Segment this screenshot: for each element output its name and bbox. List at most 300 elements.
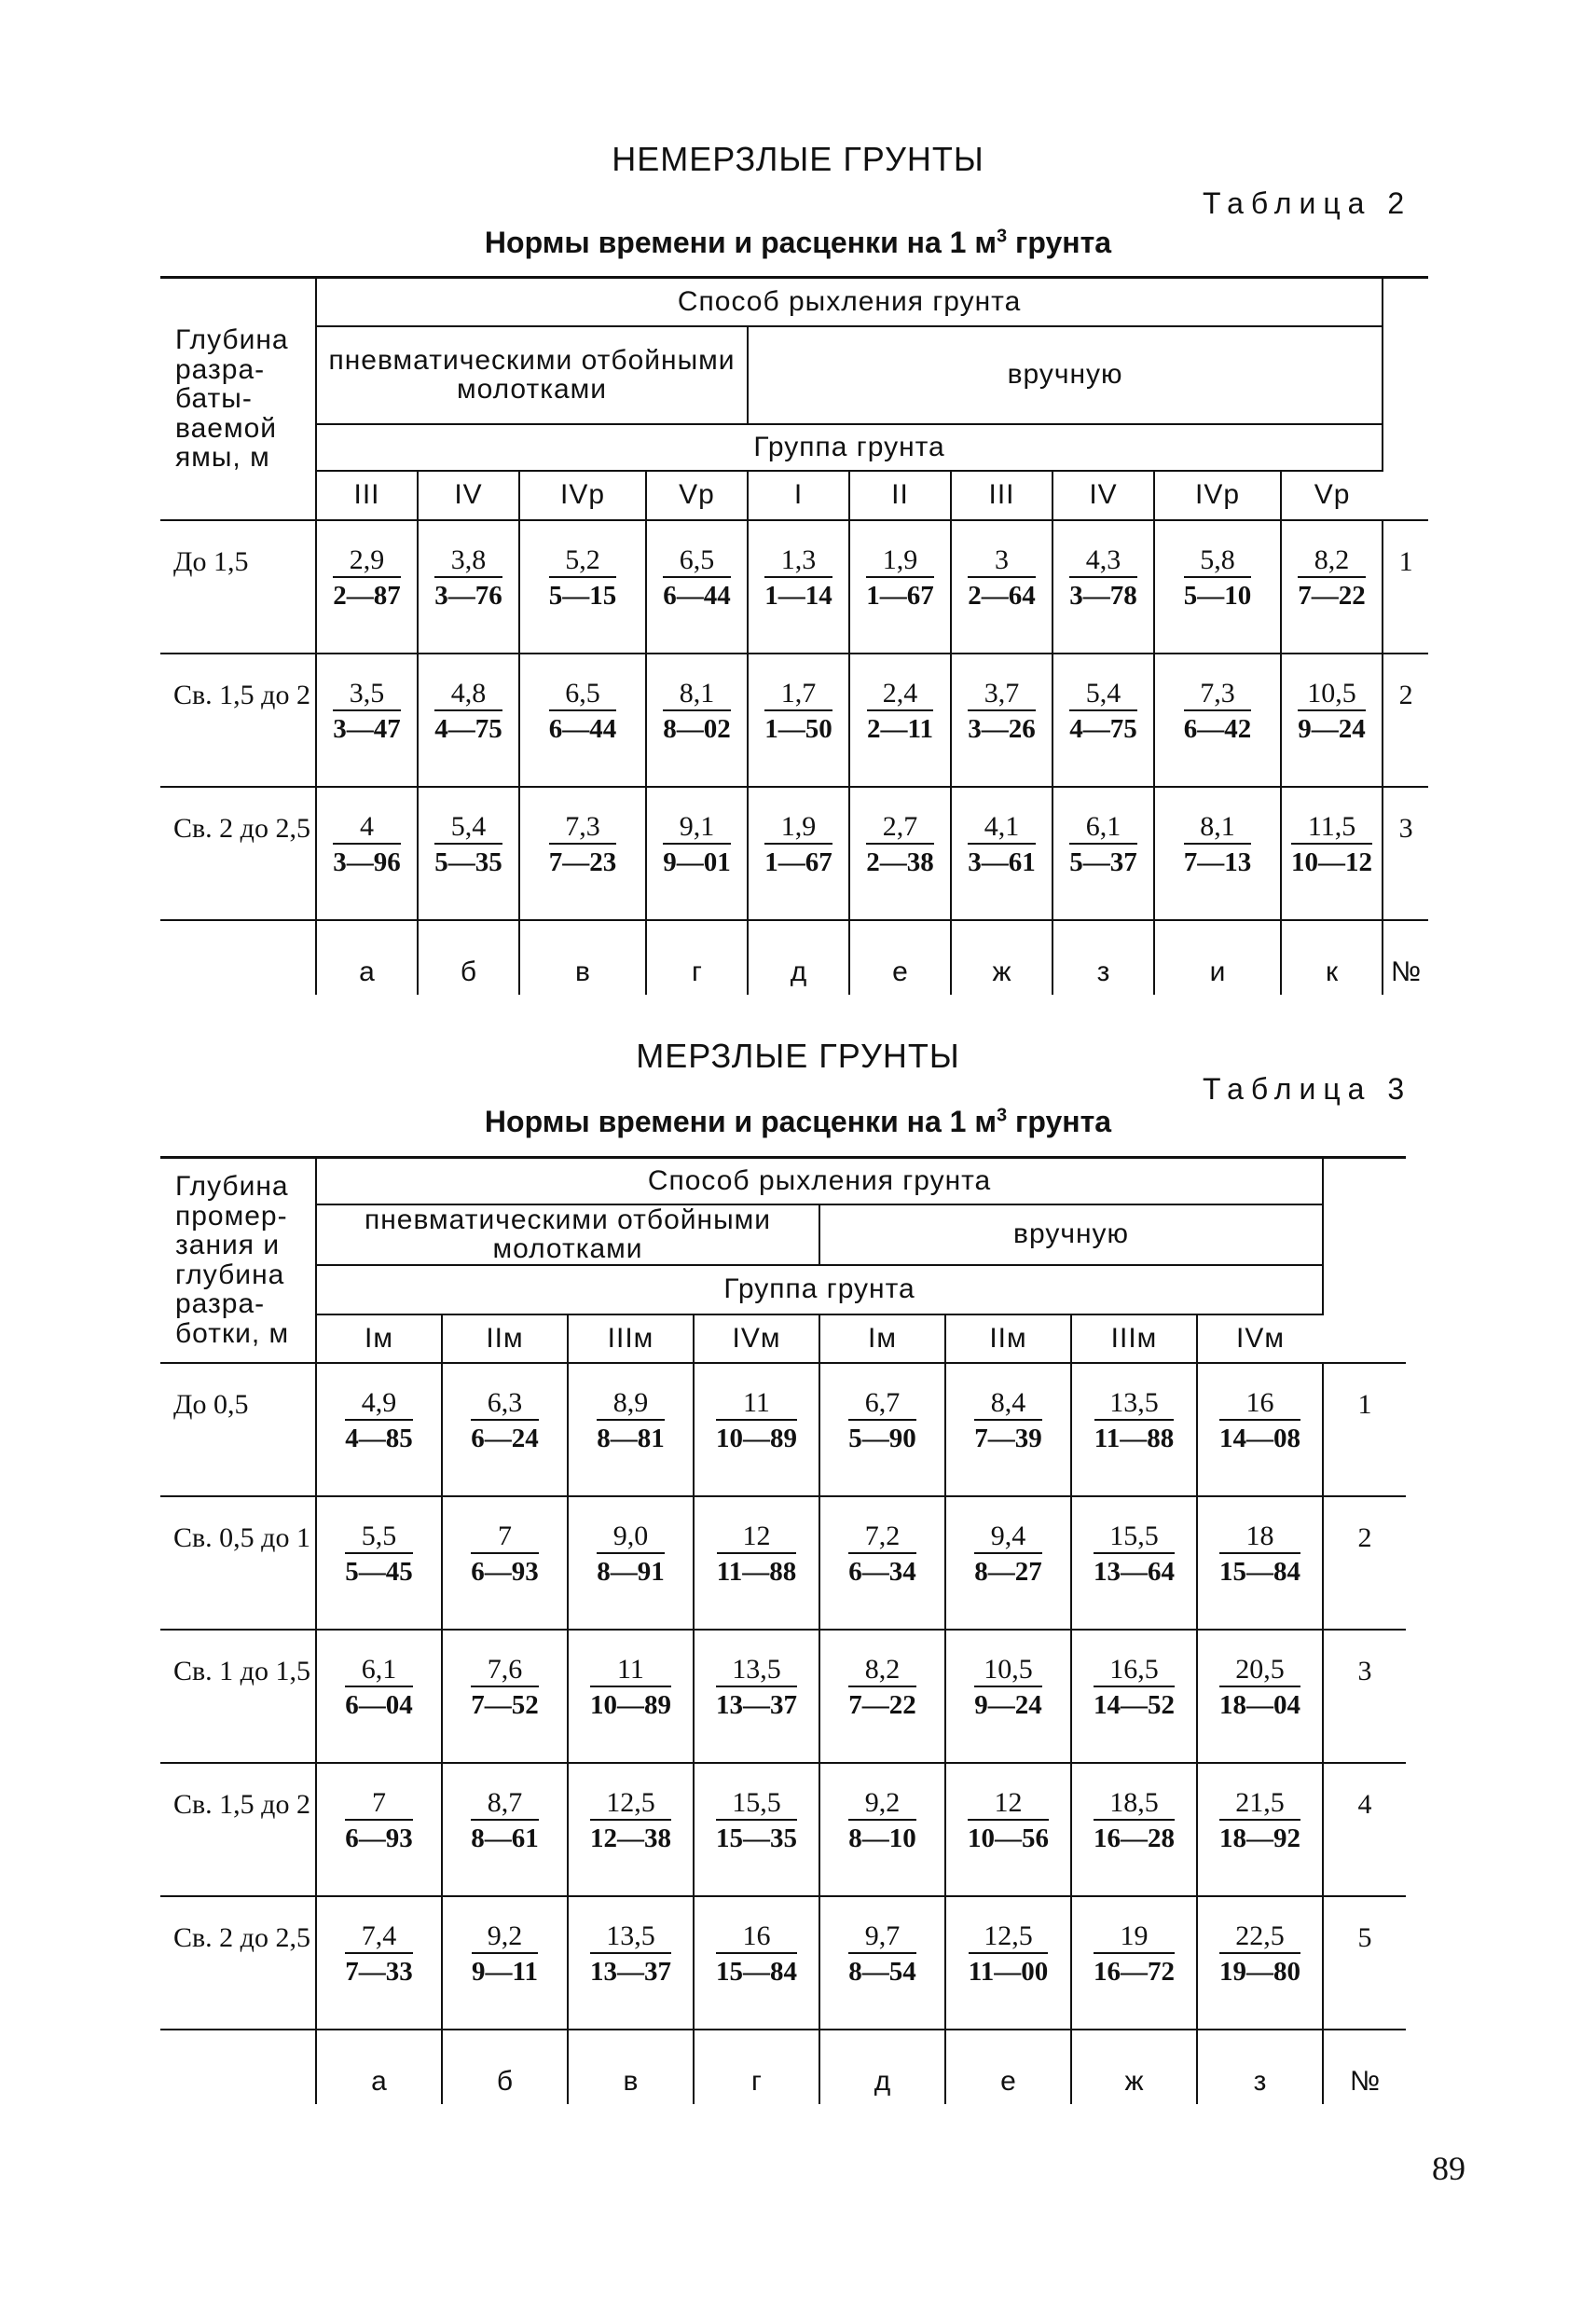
rate-cell bbox=[316, 1630, 442, 1763]
rate-fraction bbox=[1291, 812, 1372, 877]
rate-cell bbox=[849, 787, 951, 920]
column-letter: в bbox=[568, 2030, 694, 2104]
rate-fraction bbox=[716, 1788, 797, 1853]
column-letter: з bbox=[1053, 920, 1154, 995]
method-manual: вручную bbox=[819, 1204, 1323, 1265]
row-number: 3 bbox=[1323, 1630, 1406, 1763]
rate-cell bbox=[1197, 1363, 1323, 1496]
data-row bbox=[160, 787, 1428, 920]
number-label: № bbox=[1323, 2030, 1406, 2104]
row-number: 2 bbox=[1383, 654, 1428, 787]
depth-header: Глубина промер-зания и глубина разра-ботки, м bbox=[160, 1158, 316, 1363]
rate-cell bbox=[1071, 1630, 1197, 1763]
time-norm: 16 bbox=[1219, 1388, 1300, 1422]
rate-cell bbox=[1053, 520, 1154, 654]
method-row bbox=[160, 326, 1428, 424]
header-spacer bbox=[1383, 471, 1428, 520]
price-rate: 8—10 bbox=[848, 1823, 916, 1853]
column-letter: ж bbox=[951, 920, 1053, 995]
header-spacer bbox=[1323, 1158, 1406, 1204]
price-rate: 7—22 bbox=[1298, 581, 1366, 611]
column-letter: е bbox=[849, 920, 951, 995]
rate-cell bbox=[568, 1630, 694, 1763]
depth-label bbox=[160, 1896, 316, 2030]
time-norm: 12,5 bbox=[969, 1921, 1048, 1955]
column-letter: и bbox=[1154, 920, 1281, 995]
group-code: Iм bbox=[819, 1314, 945, 1363]
depth-label-text: Св. 0,5 до 1 bbox=[173, 1521, 310, 1553]
time-norm: 3,7 bbox=[968, 679, 1036, 712]
price-rate: 1—50 bbox=[764, 714, 832, 744]
rate-fraction bbox=[597, 1388, 665, 1453]
rate-cell bbox=[819, 1763, 945, 1896]
time-norm: 19 bbox=[1094, 1921, 1175, 1955]
row-number: 5 bbox=[1323, 1896, 1406, 2030]
rate-fraction bbox=[1094, 1788, 1175, 1853]
time-norm: 2,4 bbox=[867, 679, 933, 712]
rate-cell bbox=[519, 520, 646, 654]
rate-fraction bbox=[848, 1788, 916, 1853]
price-rate: 9—24 bbox=[974, 1690, 1042, 1720]
rate-cell bbox=[568, 1363, 694, 1496]
rate-fraction bbox=[1184, 679, 1252, 744]
data-row bbox=[160, 654, 1428, 787]
price-rate: 3—78 bbox=[1069, 581, 1137, 611]
data-row bbox=[160, 1763, 1406, 1896]
rate-fraction bbox=[472, 1921, 538, 1987]
method-pneumatic: пневматическими отбойными молотками bbox=[316, 1204, 819, 1265]
group-code: Vр bbox=[1281, 471, 1383, 520]
header-spacer bbox=[1383, 424, 1428, 471]
row-number: 1 bbox=[1383, 520, 1428, 654]
rate-cell bbox=[442, 1896, 568, 2030]
rate-fraction bbox=[974, 1521, 1042, 1587]
rate-fraction bbox=[471, 1788, 539, 1853]
column-letter: а bbox=[316, 920, 418, 995]
rate-cell bbox=[1154, 654, 1281, 787]
column-letter: б bbox=[442, 2030, 568, 2104]
time-norm: 12 bbox=[717, 1521, 796, 1555]
rate-fraction bbox=[1184, 812, 1252, 877]
rate-fraction bbox=[434, 679, 502, 744]
price-rate: 5—15 bbox=[548, 581, 617, 611]
group-code: II bbox=[849, 471, 951, 520]
column-letter: в bbox=[519, 920, 646, 995]
rate-fraction bbox=[1298, 545, 1366, 611]
time-norm: 3,8 bbox=[434, 545, 502, 579]
rate-fraction bbox=[717, 1521, 796, 1587]
column-letter: е bbox=[945, 2030, 1071, 2104]
table-2-label: Таблица 2 bbox=[1203, 186, 1412, 220]
group-codes-row bbox=[160, 471, 1428, 520]
price-rate: 19—80 bbox=[1219, 1957, 1301, 1987]
price-rate: 1—67 bbox=[866, 581, 934, 611]
price-rate: 3—26 bbox=[968, 714, 1036, 744]
time-norm: 8,1 bbox=[1184, 812, 1252, 846]
price-rate: 13—64 bbox=[1094, 1557, 1175, 1587]
group-codes-row bbox=[160, 1314, 1406, 1363]
price-rate: 6—44 bbox=[548, 714, 617, 744]
rate-cell bbox=[1071, 1763, 1197, 1896]
price-rate: 5—37 bbox=[1069, 847, 1137, 877]
group-header: Группа грунта bbox=[316, 424, 1383, 471]
rate-cell bbox=[849, 520, 951, 654]
price-rate: 4—75 bbox=[434, 714, 502, 744]
rate-fraction bbox=[866, 545, 934, 611]
data-row bbox=[160, 1630, 1406, 1763]
time-norm: 10,5 bbox=[974, 1655, 1042, 1688]
time-norm: 1,9 bbox=[866, 545, 934, 579]
price-rate: 8—02 bbox=[663, 714, 731, 744]
rate-fraction bbox=[345, 1921, 413, 1987]
time-norm: 7,3 bbox=[549, 812, 617, 846]
group-code: IV bbox=[1053, 471, 1154, 520]
price-rate: 7—52 bbox=[471, 1690, 539, 1720]
price-rate: 6—42 bbox=[1183, 714, 1252, 744]
group-code: IIIм bbox=[568, 1314, 694, 1363]
group-code: IIIм bbox=[1071, 1314, 1197, 1363]
rate-fraction bbox=[848, 1388, 916, 1453]
rate-cell bbox=[694, 1763, 819, 1896]
depth-label bbox=[160, 654, 316, 787]
rate-fraction bbox=[1184, 545, 1252, 611]
time-norm: 2,9 bbox=[333, 545, 401, 579]
rate-cell bbox=[849, 654, 951, 787]
rate-fraction bbox=[597, 1521, 665, 1587]
group-code: IVм bbox=[1197, 1314, 1323, 1363]
method-row bbox=[160, 1204, 1406, 1265]
rate-cell bbox=[442, 1630, 568, 1763]
price-rate: 5—45 bbox=[345, 1557, 413, 1587]
time-norm: 4,9 bbox=[345, 1388, 413, 1422]
price-rate: 9—24 bbox=[1298, 714, 1366, 744]
rate-fraction bbox=[968, 545, 1036, 611]
time-norm: 8,2 bbox=[1298, 545, 1366, 579]
row-number: 4 bbox=[1323, 1763, 1406, 1896]
time-norm: 8,4 bbox=[974, 1388, 1042, 1422]
rate-fraction bbox=[1094, 1521, 1175, 1587]
price-rate: 3—47 bbox=[333, 714, 401, 744]
rate-fraction bbox=[549, 545, 617, 611]
time-norm: 22,5 bbox=[1219, 1921, 1300, 1955]
rate-cell bbox=[694, 1496, 819, 1630]
rate-fraction bbox=[1298, 679, 1366, 744]
rate-fraction bbox=[716, 1388, 797, 1453]
column-letter: к bbox=[1281, 920, 1383, 995]
group-code: IV bbox=[418, 471, 519, 520]
time-norm: 7,6 bbox=[471, 1655, 539, 1688]
rate-cell bbox=[1281, 520, 1383, 654]
rate-fraction bbox=[764, 679, 832, 744]
rate-cell bbox=[945, 1496, 1071, 1630]
header-spacer bbox=[1323, 1265, 1406, 1314]
rate-fraction bbox=[333, 812, 401, 877]
time-norm: 6,7 bbox=[848, 1388, 916, 1422]
rate-cell bbox=[1071, 1896, 1197, 2030]
rate-cell bbox=[316, 1763, 442, 1896]
rate-cell bbox=[568, 1763, 694, 1896]
time-norm: 1,9 bbox=[764, 812, 832, 846]
rate-cell bbox=[1071, 1363, 1197, 1496]
table-unfrozen-soils bbox=[160, 276, 1428, 995]
rate-cell bbox=[316, 1896, 442, 2030]
data-row bbox=[160, 1496, 1406, 1630]
price-rate: 15—84 bbox=[716, 1957, 797, 1987]
price-rate: 7—23 bbox=[548, 847, 617, 877]
depth-label bbox=[160, 787, 316, 920]
price-rate: 13—37 bbox=[590, 1957, 671, 1987]
column-letter: ж bbox=[1071, 2030, 1197, 2104]
rate-fraction bbox=[968, 679, 1036, 744]
rate-cell bbox=[418, 520, 519, 654]
rate-fraction bbox=[434, 812, 502, 877]
rate-fraction bbox=[345, 1655, 413, 1720]
rate-fraction bbox=[333, 679, 401, 744]
time-norm: 1,3 bbox=[764, 545, 832, 579]
time-norm: 10,5 bbox=[1298, 679, 1366, 712]
price-rate: 8—81 bbox=[597, 1424, 665, 1453]
rate-fraction bbox=[1094, 1921, 1175, 1987]
rate-cell bbox=[1281, 787, 1383, 920]
time-norm: 7,2 bbox=[848, 1521, 916, 1555]
group-code: Vр bbox=[646, 471, 748, 520]
price-rate: 7—33 bbox=[345, 1957, 413, 1987]
rate-fraction bbox=[590, 1921, 671, 1987]
time-norm: 6,5 bbox=[663, 545, 731, 579]
rate-cell bbox=[1071, 1496, 1197, 1630]
rate-cell bbox=[694, 1896, 819, 2030]
rate-fraction bbox=[471, 1521, 539, 1587]
depth-header: Глубина разра-баты-ваемой ямы, м bbox=[160, 278, 316, 520]
rate-cell bbox=[316, 1496, 442, 1630]
rate-fraction bbox=[590, 1788, 671, 1853]
price-rate: 8—61 bbox=[471, 1823, 539, 1853]
time-norm: 5,4 bbox=[1069, 679, 1137, 712]
price-rate: 13—37 bbox=[716, 1690, 797, 1720]
time-norm: 8,2 bbox=[848, 1655, 916, 1688]
price-rate: 8—91 bbox=[597, 1557, 665, 1587]
time-norm: 9,7 bbox=[848, 1921, 916, 1955]
rate-cell bbox=[819, 1363, 945, 1496]
rate-cell bbox=[316, 520, 418, 654]
rate-fraction bbox=[867, 679, 933, 744]
price-rate: 6—93 bbox=[345, 1823, 413, 1853]
rate-fraction bbox=[663, 679, 731, 744]
page-number: 89 bbox=[1432, 2150, 1465, 2187]
price-rate: 12—38 bbox=[590, 1823, 671, 1853]
rate-cell bbox=[442, 1496, 568, 1630]
price-rate: 6—44 bbox=[663, 581, 731, 611]
rate-fraction bbox=[1219, 1388, 1300, 1453]
group-header: Группа грунта bbox=[316, 1265, 1323, 1314]
price-rate: 3—61 bbox=[968, 847, 1036, 877]
time-norm: 8,7 bbox=[471, 1788, 539, 1822]
rate-cell bbox=[316, 1363, 442, 1496]
rate-fraction bbox=[866, 812, 934, 877]
time-norm: 4,1 bbox=[968, 812, 1036, 846]
group-code: III bbox=[316, 471, 418, 520]
rate-fraction bbox=[590, 1655, 671, 1720]
time-norm: 16,5 bbox=[1094, 1655, 1175, 1688]
price-rate: 5—35 bbox=[434, 847, 502, 877]
price-rate: 8—54 bbox=[848, 1957, 916, 1987]
rate-fraction bbox=[434, 545, 502, 611]
time-norm: 6,1 bbox=[1069, 812, 1137, 846]
rate-cell bbox=[1197, 1763, 1323, 1896]
rate-fraction bbox=[1069, 812, 1137, 877]
depth-label-text: Св. 2 до 2,5 bbox=[173, 812, 310, 844]
price-rate: 1—14 bbox=[764, 581, 832, 611]
rate-cell bbox=[442, 1763, 568, 1896]
rate-fraction bbox=[968, 1788, 1049, 1853]
time-norm: 9,2 bbox=[848, 1788, 916, 1822]
column-letter: б bbox=[418, 920, 519, 995]
rate-cell bbox=[1197, 1496, 1323, 1630]
rate-cell bbox=[519, 654, 646, 787]
time-norm: 9,1 bbox=[663, 812, 731, 846]
data-row bbox=[160, 520, 1428, 654]
rate-cell bbox=[748, 654, 849, 787]
rate-fraction bbox=[848, 1655, 916, 1720]
price-rate: 11—88 bbox=[716, 1557, 797, 1587]
rate-fraction bbox=[716, 1921, 797, 1987]
rate-fraction bbox=[663, 545, 731, 611]
price-rate: 18—04 bbox=[1219, 1690, 1301, 1720]
time-norm: 12 bbox=[968, 1788, 1049, 1822]
method-header: Способ рыхления грунта bbox=[316, 1158, 1323, 1204]
rate-cell bbox=[1053, 787, 1154, 920]
price-rate: 9—11 bbox=[472, 1957, 538, 1987]
rate-cell bbox=[951, 520, 1053, 654]
header-spacer bbox=[1323, 1314, 1406, 1363]
rate-cell bbox=[1197, 1630, 1323, 1763]
time-norm: 11,5 bbox=[1291, 812, 1372, 846]
time-norm: 8,9 bbox=[597, 1388, 665, 1422]
column-letters-row bbox=[160, 2030, 1406, 2104]
rate-fraction bbox=[764, 545, 832, 611]
rate-fraction bbox=[1219, 1921, 1300, 1987]
rate-cell bbox=[646, 787, 748, 920]
rate-fraction bbox=[1219, 1788, 1300, 1853]
rate-fraction bbox=[345, 1788, 413, 1853]
rate-fraction bbox=[974, 1388, 1042, 1453]
rate-cell bbox=[945, 1363, 1071, 1496]
time-norm: 13,5 bbox=[716, 1655, 797, 1688]
rate-fraction bbox=[1094, 1388, 1174, 1453]
rate-cell bbox=[694, 1363, 819, 1496]
row-number: 3 bbox=[1383, 787, 1428, 920]
data-row bbox=[160, 1896, 1406, 2030]
rate-cell bbox=[1281, 654, 1383, 787]
depth-label-text: До 1,5 bbox=[173, 545, 249, 577]
price-rate: 10—89 bbox=[590, 1690, 671, 1720]
time-norm: 13,5 bbox=[1094, 1388, 1174, 1422]
column-letter: з bbox=[1197, 2030, 1323, 2104]
price-rate: 14—52 bbox=[1094, 1690, 1175, 1720]
rate-fraction bbox=[1219, 1655, 1300, 1720]
price-rate: 7—22 bbox=[848, 1690, 916, 1720]
rate-fraction bbox=[549, 812, 617, 877]
price-rate: 11—00 bbox=[968, 1957, 1049, 1987]
rate-fraction bbox=[764, 812, 832, 877]
time-norm: 6,1 bbox=[345, 1655, 413, 1688]
price-rate: 7—39 bbox=[974, 1424, 1042, 1453]
header-spacer bbox=[1383, 326, 1428, 424]
rate-fraction bbox=[1094, 1655, 1175, 1720]
group-code: IVр bbox=[519, 471, 646, 520]
group-code: I bbox=[748, 471, 849, 520]
rate-fraction bbox=[969, 1921, 1048, 1987]
header-row bbox=[160, 1158, 1406, 1204]
rate-cell bbox=[646, 654, 748, 787]
rate-fraction bbox=[1219, 1521, 1300, 1587]
time-norm: 9,0 bbox=[597, 1521, 665, 1555]
column-letter: г bbox=[646, 920, 748, 995]
rate-fraction bbox=[716, 1655, 797, 1720]
depth-label-text: Св. 1,5 до 2 bbox=[173, 679, 310, 710]
time-norm: 5,8 bbox=[1184, 545, 1252, 579]
price-rate: 4—85 bbox=[345, 1424, 413, 1453]
time-norm: 4,8 bbox=[434, 679, 502, 712]
rate-cell bbox=[316, 654, 418, 787]
rate-cell bbox=[748, 520, 849, 654]
rate-fraction bbox=[1069, 679, 1137, 744]
header-spacer bbox=[1383, 278, 1428, 326]
price-rate: 15—35 bbox=[716, 1823, 797, 1853]
depth-label bbox=[160, 1363, 316, 1496]
column-letter: г bbox=[694, 2030, 819, 2104]
rate-cell bbox=[694, 1630, 819, 1763]
rate-cell bbox=[418, 787, 519, 920]
time-norm: 7,3 bbox=[1184, 679, 1252, 712]
time-norm: 18,5 bbox=[1094, 1788, 1175, 1822]
rate-cell bbox=[568, 1896, 694, 2030]
rate-fraction bbox=[345, 1521, 413, 1587]
time-norm: 5,2 bbox=[549, 545, 617, 579]
depth-label bbox=[160, 1496, 316, 1630]
price-rate: 4—75 bbox=[1069, 714, 1137, 744]
time-norm: 21,5 bbox=[1219, 1788, 1300, 1822]
rate-cell bbox=[519, 787, 646, 920]
rate-cell bbox=[819, 1896, 945, 2030]
time-norm: 4 bbox=[333, 812, 401, 846]
rate-cell bbox=[951, 787, 1053, 920]
section-heading-frozen: МЕРЗЛЫЕ ГРУНТЫ bbox=[636, 1037, 960, 1075]
time-norm: 6,3 bbox=[471, 1388, 539, 1422]
table-3-label: Таблица 3 bbox=[1203, 1072, 1412, 1106]
rate-cell bbox=[945, 1896, 1071, 2030]
price-rate: 6—93 bbox=[471, 1557, 539, 1587]
price-rate: 10—12 bbox=[1291, 847, 1373, 877]
column-letter: д bbox=[748, 920, 849, 995]
time-norm: 15,5 bbox=[1094, 1521, 1175, 1555]
letters-spacer bbox=[160, 2030, 316, 2104]
group-code: Iм bbox=[316, 1314, 442, 1363]
column-letters-row bbox=[160, 920, 1428, 995]
time-norm: 18 bbox=[1219, 1521, 1300, 1555]
header-spacer bbox=[1323, 1204, 1406, 1265]
time-norm: 2,7 bbox=[866, 812, 934, 846]
time-norm: 6,5 bbox=[549, 679, 617, 712]
price-rate: 16—28 bbox=[1094, 1823, 1175, 1853]
rate-cell bbox=[1154, 787, 1281, 920]
time-norm: 11 bbox=[590, 1655, 671, 1688]
price-rate: 15—84 bbox=[1219, 1557, 1301, 1587]
rate-cell bbox=[1053, 654, 1154, 787]
price-rate: 3—96 bbox=[333, 847, 401, 877]
price-rate: 7—13 bbox=[1183, 847, 1252, 877]
rate-cell bbox=[568, 1496, 694, 1630]
